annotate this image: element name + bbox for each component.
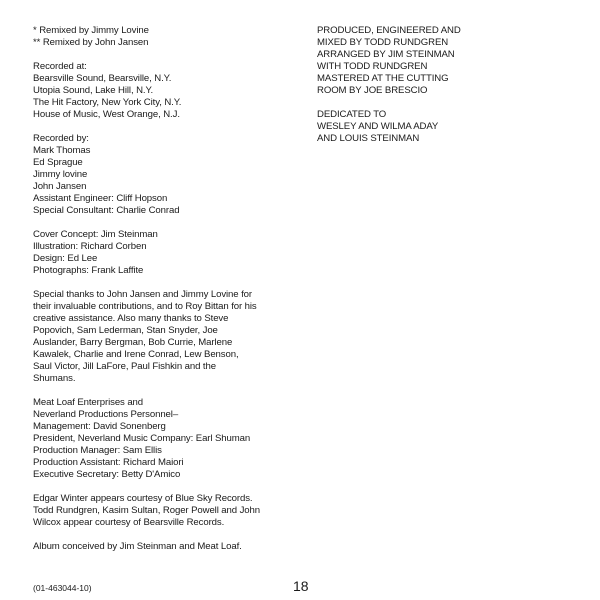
credits-text-line: Todd Rundgren, Kasim Sultan, Roger Powell and John	[33, 505, 260, 516]
credits-text-line: * Remixed by Jimmy Lovine	[33, 25, 149, 36]
production-block	[317, 25, 587, 97]
credits-text-line: ** Remixed by John Jansen	[33, 37, 149, 48]
credits-text-line: Design: Ed Lee	[33, 253, 98, 264]
credits-text-line: Meat Loaf Enterprises and	[33, 397, 144, 408]
credits-text-line: Utopia Sound, Lake Hill, N.Y.	[33, 85, 154, 96]
production-text-line: ARRANGED BY JIM STEINMAN	[317, 49, 455, 60]
credits-text-line: creative assistance. Also many thanks to Steve	[33, 313, 229, 324]
credits-text-line: Recorded at:	[33, 61, 87, 72]
credits-block	[33, 541, 303, 553]
production-text-line: MASTERED AT THE CUTTING	[317, 73, 449, 84]
credits-text-line: Cover Concept: Jim Steinman	[33, 229, 158, 240]
page-number: 18	[293, 578, 309, 594]
credits-text-line: Album conceived by Jim Steinman and Meat Loaf.	[33, 541, 242, 552]
credits-text-line: Popovich, Sam Lederman, Stan Snyder, Joe	[33, 325, 218, 336]
credits-block	[33, 25, 303, 49]
right-column	[317, 25, 587, 145]
left-column	[33, 25, 303, 553]
credits-text-line: Photographs: Frank Laffite	[33, 265, 144, 276]
credits-text-line: John Jansen	[33, 181, 87, 192]
credits-text-line: Shumans.	[33, 373, 76, 384]
credits-text-line: President, Neverland Music Company: Earl Shuman	[33, 433, 251, 444]
credits-block	[33, 61, 303, 121]
credits-block	[33, 493, 303, 529]
production-text-line: DEDICATED TO	[317, 109, 387, 120]
credits-text-line: Neverland Productions Personnel–	[33, 409, 179, 420]
credits-text-line: their invaluable contributions, and to Roy Bittan for his	[33, 301, 257, 312]
credits-text-line: Illustration: Richard Corben	[33, 241, 147, 252]
credits-text-line: Bearsville Sound, Bearsville, N.Y.	[33, 73, 172, 84]
production-text-line: PRODUCED, ENGINEERED AND	[317, 25, 461, 36]
credits-block	[33, 289, 303, 385]
credits-block	[33, 397, 303, 481]
catalog-code: (01-463044-10)	[33, 583, 92, 593]
credits-text-line: Saul Victor, Jill LaFore, Paul Fishkin and the	[33, 361, 216, 372]
credits-text-line: Special thanks to John Jansen and Jimmy Lovine for	[33, 289, 252, 300]
credits-block	[33, 229, 303, 277]
production-text-line: WITH TODD RUNDGREN	[317, 61, 428, 72]
credits-text-line: Assistant Engineer: Cliff Hopson	[33, 193, 168, 204]
credits-text-line: Executive Secretary: Betty D'Amico	[33, 469, 181, 480]
production-text-line: AND LOUIS STEINMAN	[317, 133, 420, 144]
credits-text-line: Mark Thomas	[33, 145, 91, 156]
production-block	[317, 109, 587, 145]
credits-text-line: Management: David Sonenberg	[33, 421, 166, 432]
credits-text-line: Special Consultant: Charlie Conrad	[33, 205, 180, 216]
credits-text-line: Production Manager: Sam Ellis	[33, 445, 162, 456]
credits-text-line: Auslander, Barry Bergman, Bob Currie, Marlene	[33, 337, 233, 348]
production-text-line: WESLEY AND WILMA ADAY	[317, 121, 439, 132]
production-text-line: MIXED BY TODD RUNDGREN	[317, 37, 449, 48]
credits-block	[33, 133, 303, 217]
credits-text-line: Kawalek, Charlie and Irene Conrad, Lew Benson,	[33, 349, 239, 360]
production-text-line: ROOM BY JOE BRESCIO	[317, 85, 428, 96]
credits-text-line: Jimmy lovine	[33, 169, 88, 180]
credits-text-line: Wilcox appear courtesy of Bearsville Records.	[33, 517, 225, 528]
credits-text-line: Production Assistant: Richard Maiori	[33, 457, 184, 468]
credits-text-line: House of Music, West Orange, N.J.	[33, 109, 180, 120]
credits-text-line: The Hit Factory, New York City, N.Y.	[33, 97, 182, 108]
credits-text-line: Ed Sprague	[33, 157, 83, 168]
credits-text-line: Edgar Winter appears courtesy of Blue Sky Records.	[33, 493, 253, 504]
credits-text-line: Recorded by:	[33, 133, 89, 144]
